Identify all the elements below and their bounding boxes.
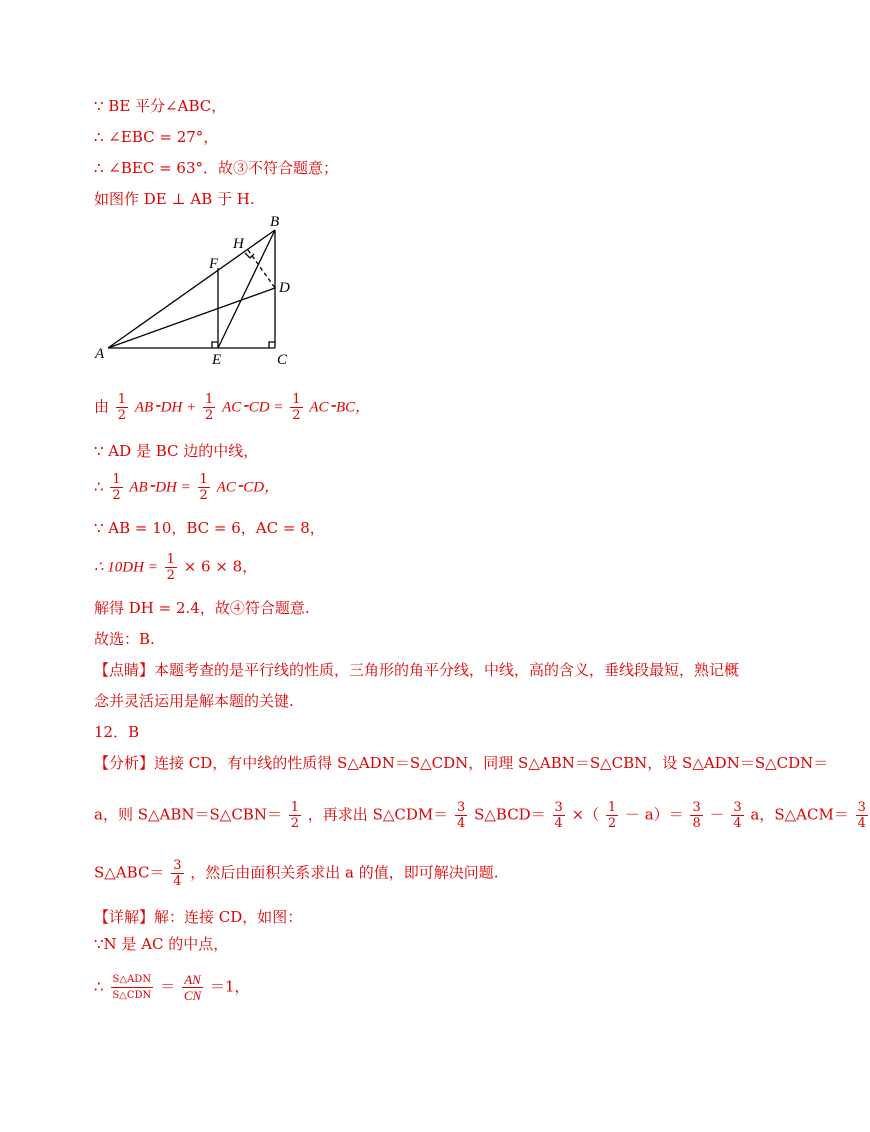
label-A: A xyxy=(95,346,105,362)
line-3: ∴ ∠BEC = 63°．故③不符合题意； xyxy=(94,159,339,177)
line-4: 如图作 DE ⊥ AB 于 H. xyxy=(94,190,255,208)
segment-AD xyxy=(108,288,275,348)
label-C: C xyxy=(277,352,288,368)
line-19: ∵N 是 AC 的中点， xyxy=(94,935,229,953)
line-12: 【点睛】本题考查的是平行线的性质，三角形的角平分线，中线，高的含义，垂线段最短，熟记概 xyxy=(94,661,740,679)
line-2: ∴ ∠EBC = 27°， xyxy=(94,128,219,146)
line-13: 念并灵活运用是解本题的关键. xyxy=(94,692,294,710)
label-E: E xyxy=(212,352,222,368)
right-angle-mark-E xyxy=(212,342,218,348)
label-H: H xyxy=(233,236,244,252)
line-18: 【详解】解：连接 CD，如图： xyxy=(94,908,303,926)
line-14: 12．B xyxy=(94,723,140,741)
line-6: ∵ AD 是 BC 边的中线， xyxy=(94,442,259,460)
geometry-figure xyxy=(90,210,330,370)
label-F: F xyxy=(209,256,219,272)
line-10: 解得 DH = 2.4，故④符合题意. xyxy=(94,599,310,617)
line-9: ∴ 10DH = $\frac{1}{2}$ × 6 × 8， xyxy=(94,552,258,583)
right-angle-mark-C xyxy=(269,342,275,348)
label-D: D xyxy=(279,280,290,296)
line-5: 由 $\frac{1}{2}$ AB⁃DH + $\frac{1}{2}$ AC⁃CD = $\frac{1}{2}$ AC⁃BC， xyxy=(94,392,371,423)
segment-BE xyxy=(218,230,275,348)
line-7: ∴ $\frac{1}{2}$ AB⁃DH = $\frac{1}{2}$ AC⁃CD， xyxy=(94,472,280,503)
line-17: S△ABC＝ $\frac{3}{4}$ ，然后由面积关系求出 a 的值，即可解决问题. xyxy=(94,858,499,889)
line-8: ∵ AB = 10，BC = 6，AC = 8， xyxy=(94,519,325,537)
line-1: ∵ BE 平分∠ABC， xyxy=(94,97,227,115)
segment-AB xyxy=(108,230,275,348)
line-16: a，则 S△ABN＝S△CBN＝ $\frac{1}{2}$ ，再求出 S△CDM＝ $\frac{3}{4}$ S△BCD＝ $\frac{3}{4}$ ×（ $\frac{1}{2}$ － a）＝ $\frac{3}{8}$ － $\frac{3}{4}$ a，S△ACM＝ $\frac{3}{4}$ xyxy=(94,800,866,831)
label-B: B xyxy=(270,214,280,230)
line-15: 【分析】连接 CD，有中线的性质得 S△ADN＝S△CDN，同理 S△ABN＝S△CBN，设 S△ADN＝S△CDN＝ xyxy=(94,754,829,772)
line-20: ∴ $\frac{\text{S△ADN}}{\text{S△CDN}}$ ＝ $\frac{AN}{CN}$ ＝1， xyxy=(94,972,250,1003)
line-11: 故选：B. xyxy=(94,630,155,648)
